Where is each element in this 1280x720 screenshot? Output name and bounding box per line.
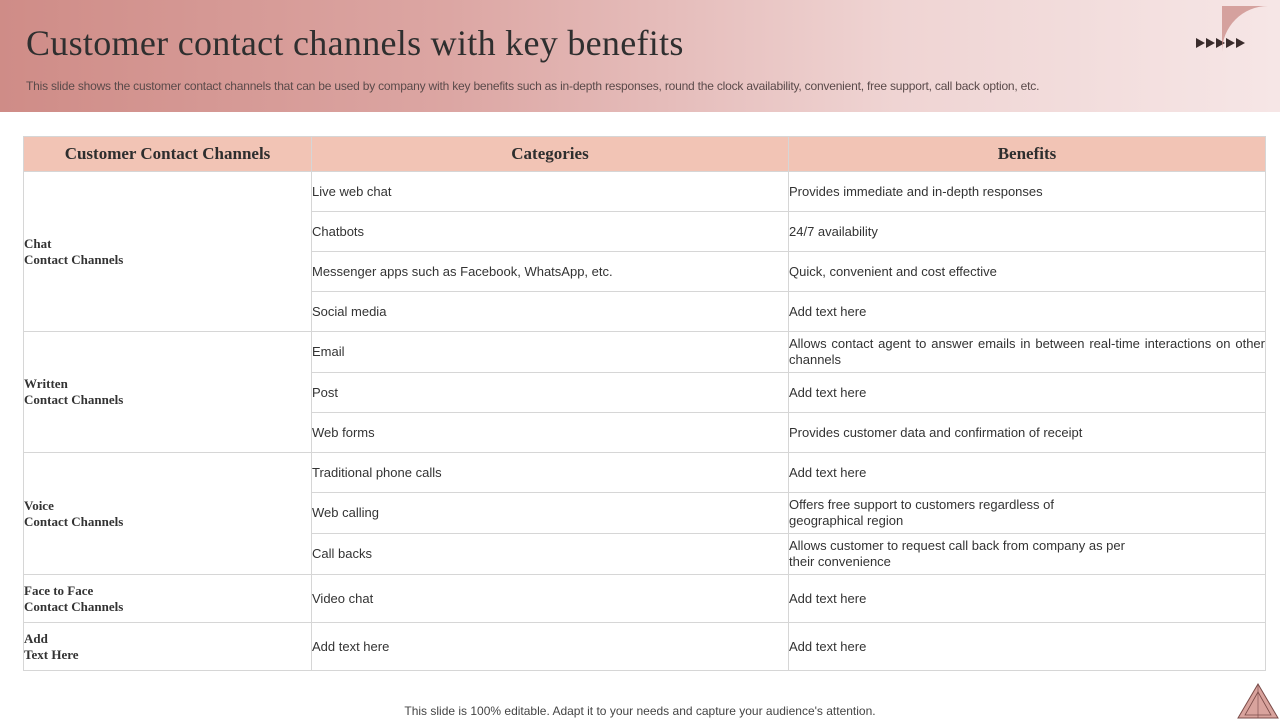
triangle-decoration-icon xyxy=(1236,682,1280,720)
page-title: Customer contact channels with key benefits xyxy=(26,23,684,63)
channel-cell-face-to-face xyxy=(24,575,312,623)
channel-type: Contact Channels xyxy=(24,251,124,267)
benefit-cell: Add text here xyxy=(789,575,1266,623)
channel-name: Chat xyxy=(24,235,52,251)
header-channels: Customer Contact Channels xyxy=(24,137,312,172)
header-benefits: Benefits xyxy=(789,137,1266,172)
benefit-line: their convenience xyxy=(789,554,891,569)
channel-name: Face to Face xyxy=(24,582,94,598)
channel-cell-voice xyxy=(24,453,312,575)
table-header-row xyxy=(24,137,1266,172)
page-subtitle: This slide shows the customer contact channels that can be used by company with key benefits such as in-depth responses, round the clock availability, convenient, free support, call back option, etc. xyxy=(26,79,1040,93)
category-cell: Live web chat xyxy=(312,172,789,212)
channel-cell-written xyxy=(24,332,312,453)
header-categories: Categories xyxy=(312,137,789,172)
channel-cell-chat xyxy=(24,172,312,332)
benefit-cell: Add text here xyxy=(789,623,1266,671)
category-cell: Add text here xyxy=(312,623,789,671)
benefit-line: geographical region xyxy=(789,513,904,528)
title-banner xyxy=(0,0,1280,112)
category-cell: Web calling xyxy=(312,493,789,534)
benefit-cell: Quick, convenient and cost effective xyxy=(789,252,1266,292)
category-cell: Web forms xyxy=(312,413,789,453)
category-cell: Post xyxy=(312,373,789,413)
channels-table xyxy=(23,136,1266,671)
benefit-line: Offers free support to customers regardless of xyxy=(789,497,1054,512)
table-row xyxy=(24,332,1266,373)
table-row xyxy=(24,453,1266,493)
channel-type: Contact Channels xyxy=(24,392,124,407)
channel-type: Contact Channels xyxy=(24,598,124,614)
category-cell: Traditional phone calls xyxy=(312,453,789,493)
quarter-circle-decoration-icon xyxy=(1216,4,1272,54)
benefit-cell: Provides customer data and confirmation of receipt xyxy=(789,413,1266,453)
benefit-cell xyxy=(789,493,1266,534)
channel-name: Voice xyxy=(24,497,54,513)
benefit-cell: 24/7 availability xyxy=(789,212,1266,252)
category-cell: Video chat xyxy=(312,575,789,623)
table-row xyxy=(24,575,1266,623)
benefit-cell: Allows contact agent to answer emails in between real-time interactions on other channels xyxy=(789,332,1266,373)
category-cell: Messenger apps such as Facebook, WhatsApp, etc. xyxy=(312,252,789,292)
benefit-cell: Provides immediate and in-depth responses xyxy=(789,172,1266,212)
table-row xyxy=(24,172,1266,212)
benefit-cell: Add text here xyxy=(789,292,1266,332)
category-cell: Chatbots xyxy=(312,212,789,252)
channel-name: Written xyxy=(24,376,68,391)
category-cell: Social media xyxy=(312,292,789,332)
benefit-cell: Add text here xyxy=(789,453,1266,493)
channel-cell-add-text xyxy=(24,623,312,671)
channel-type: Contact Channels xyxy=(24,513,124,529)
channel-name: Add xyxy=(24,630,48,646)
benefit-cell: Add text here xyxy=(789,373,1266,413)
table-row xyxy=(24,623,1266,671)
benefit-cell xyxy=(789,534,1266,575)
category-cell: Email xyxy=(312,332,789,373)
footer-note: This slide is 100% editable. Adapt it to your needs and capture your audience's attention. xyxy=(404,704,876,718)
benefit-line: Allows customer to request call back from company as per xyxy=(789,538,1125,553)
category-cell: Call backs xyxy=(312,534,789,575)
channel-type: Text Here xyxy=(24,646,79,662)
